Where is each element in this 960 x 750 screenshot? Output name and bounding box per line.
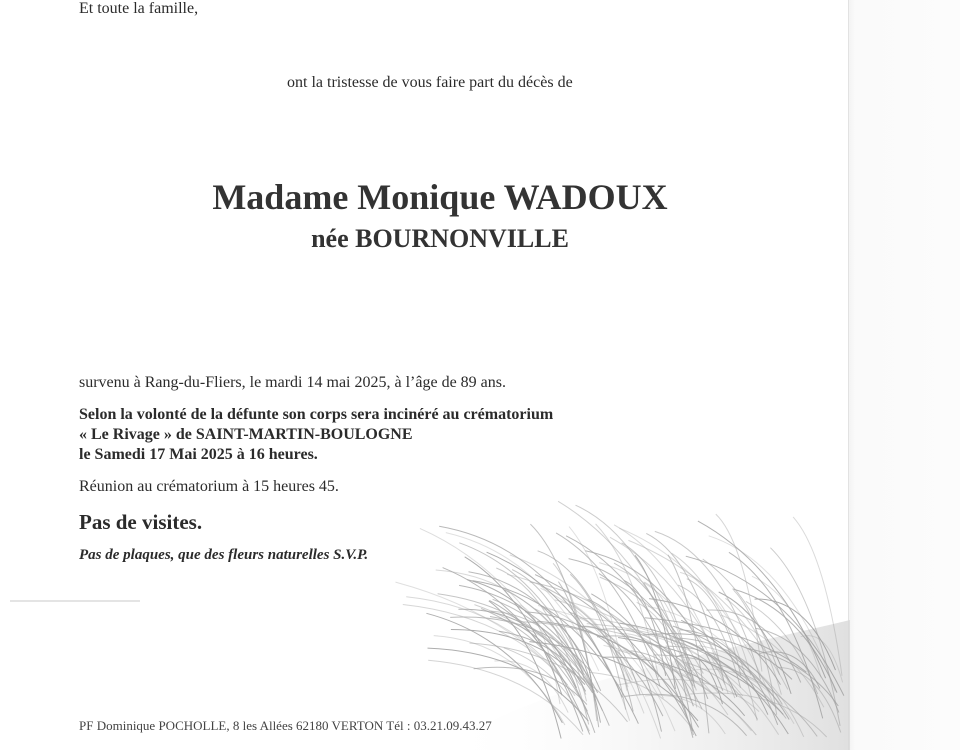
maiden-name: née BOURNONVILLE [311,224,569,253]
deceased-name: Madame Monique WADOUX [212,177,668,217]
death-details: survenu à Rang-du-Fliers, le mardi 14 mai 2025, à l’âge de 89 ans. [79,374,506,391]
ceremony-line: « Le Rivage » de SAINT-MARTIN-BOULOGNE [79,426,413,443]
funeral-home-info: PF Dominique POCHOLLE, 8 les Allées 62180 VERTON Tél : 03.21.09.43.27 [79,718,492,733]
gathering-info: Réunion au crématorium à 15 heures 45. [79,478,339,495]
announcement-line: ont la tristesse de vous faire part du décès de [287,74,573,91]
ceremony-line: Selon la volonté de la défunte son corps sera incinéré au crématorium [79,406,554,423]
grass-blade [451,630,585,685]
dune-grass-illustration [0,470,850,750]
ceremony-block [79,405,553,465]
no-visits-notice: Pas de visites. [79,510,203,534]
grass-blade [446,533,599,671]
family-line: Et toute la famille, [79,0,199,17]
no-plaques-notice: Pas de plaques, que des fleurs naturelles S.V.P. [79,547,369,563]
page-edge-shadow [848,0,960,750]
ceremony-line: le Samedi 17 Mai 2025 à 16 heures. [79,446,318,463]
